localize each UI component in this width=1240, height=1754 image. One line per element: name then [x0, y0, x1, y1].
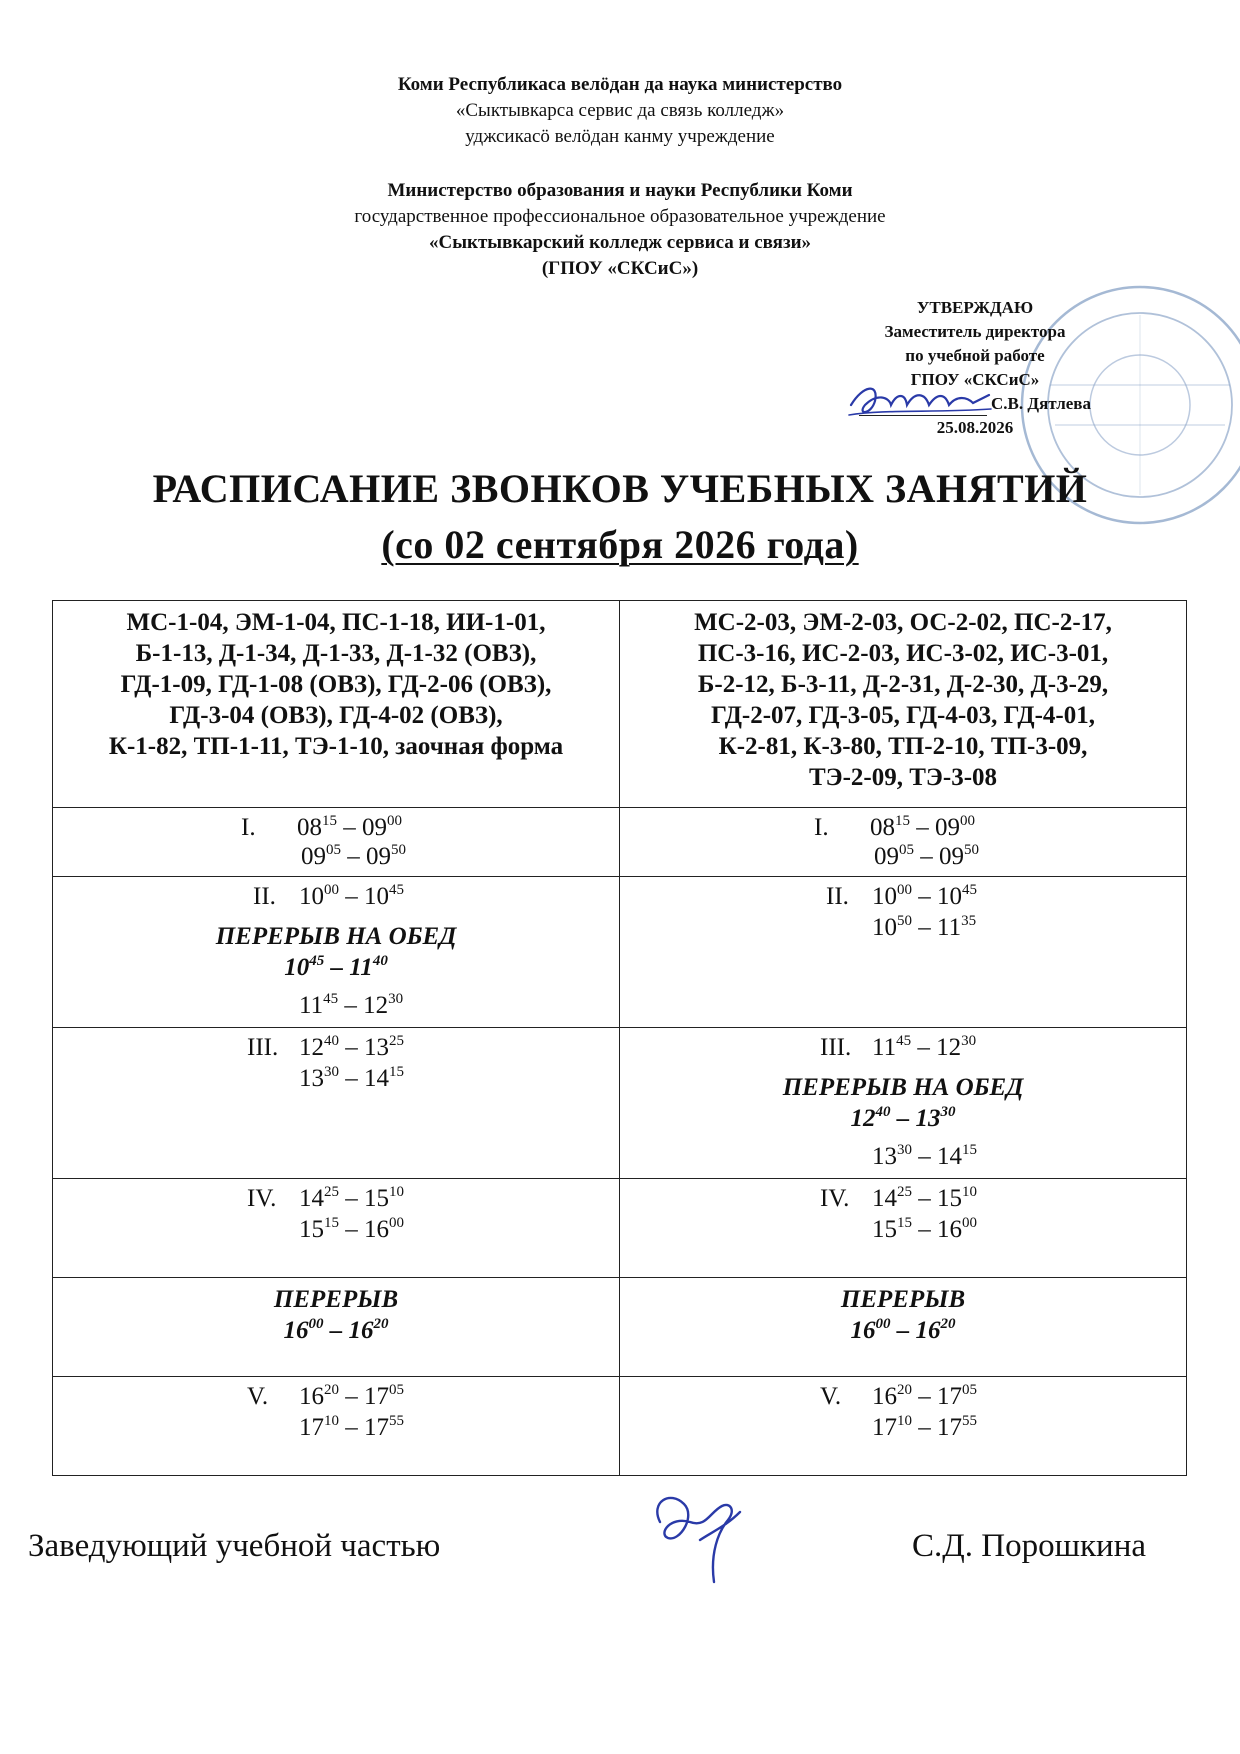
groups-left: [53, 601, 620, 808]
end-hour: 10: [364, 883, 389, 910]
start-minute: 10: [897, 1412, 912, 1429]
dash: –: [324, 954, 350, 981]
end-hour: 09: [366, 843, 391, 870]
period-2-left: [53, 877, 620, 1028]
end-minute: 05: [389, 1381, 404, 1398]
slot-line: [820, 1381, 977, 1412]
end-hour: 11: [349, 954, 373, 981]
start-hour: 10: [284, 954, 310, 981]
slot-line: [247, 1183, 404, 1214]
break-label: ПЕРЕРЫВ: [840, 1286, 966, 1313]
time-range: [299, 1065, 404, 1092]
time-range: [872, 1034, 976, 1061]
end-hour: 16: [364, 1216, 389, 1243]
break-time: [620, 1315, 1186, 1346]
period-roman: III.: [247, 1034, 279, 1061]
dash: –: [912, 1185, 937, 1212]
end-minute: 10: [962, 1183, 977, 1200]
end-hour: 15: [364, 1185, 389, 1212]
end-minute: 55: [389, 1412, 404, 1429]
dash: –: [912, 1143, 937, 1170]
time-range: [299, 883, 404, 910]
page-subtitle-text: (со 02 сентября 2026 года): [381, 522, 859, 567]
time-range: [872, 1143, 977, 1170]
groups-right: [620, 601, 1187, 808]
signature-line: [859, 397, 987, 416]
period-1-right: [620, 808, 1187, 877]
end-minute: 10: [389, 1183, 404, 1200]
end-minute: 00: [960, 812, 975, 829]
start-hour: 09: [301, 843, 326, 870]
start-minute: 45: [323, 990, 339, 1007]
period-roman: I.: [241, 814, 256, 841]
start-minute: 00: [897, 881, 912, 898]
start-hour: 11: [299, 992, 324, 1019]
approval-org: ГПОУ «СКСиС»: [910, 370, 1040, 389]
start-hour: 08: [870, 814, 895, 841]
time-range: [872, 1216, 977, 1243]
start-minute: 10: [324, 1412, 339, 1429]
end-hour: 09: [362, 814, 387, 841]
period-2-right: [620, 877, 1187, 1028]
start-minute: 30: [897, 1141, 912, 1158]
approval-date: 25.08.2026: [936, 418, 1014, 437]
table-row: [53, 808, 1187, 877]
period-4-right: [620, 1179, 1187, 1278]
start-hour: 11: [872, 1034, 897, 1061]
break-right: [620, 1278, 1187, 1377]
dash: –: [890, 1105, 916, 1132]
period-5-right: [620, 1377, 1187, 1476]
slot-line: [299, 1214, 404, 1245]
header-ru-line4: (ГПОУ «СКСиС»): [541, 258, 699, 279]
page-title: РАСПИСАНИЕ ЗВОНКОВ УЧЕБНЫХ ЗАНЯТИЙ: [152, 466, 1088, 511]
start-hour: 13: [872, 1143, 897, 1170]
start-minute: 40: [324, 1032, 339, 1049]
table-row: [53, 1179, 1187, 1278]
dash: –: [912, 1216, 937, 1243]
period-roman: IV.: [247, 1185, 277, 1212]
approval-block: [830, 296, 1120, 440]
groups-left-line: ГД-1-09, ГД-1-08 (ОВЗ), ГД-2-06 (ОВЗ),: [120, 671, 552, 698]
slot-line: [820, 1183, 977, 1214]
groups-left-line: ГД-3-04 (ОВЗ), ГД-4-02 (ОВЗ),: [169, 702, 503, 729]
slot-line: [241, 812, 402, 843]
end-minute: 55: [962, 1412, 977, 1429]
period-roman: V.: [247, 1383, 269, 1410]
end-minute: 45: [962, 881, 977, 898]
end-hour: 13: [915, 1105, 941, 1132]
groups-left-line: МС-1-04, ЭМ-1-04, ПС-1-18, ИИ-1-01,: [126, 609, 546, 636]
end-hour: 09: [939, 843, 964, 870]
groups-right-line: К-2-81, К-3-80, ТП-2-10, ТП-3-09,: [718, 733, 1088, 760]
slot-line: [872, 912, 976, 943]
end-minute: 45: [389, 881, 404, 898]
footer-position: Заведующий учебной частью: [28, 1528, 441, 1564]
end-hour: 10: [937, 883, 962, 910]
start-minute: 05: [326, 841, 341, 858]
end-minute: 00: [389, 1214, 404, 1231]
dash: –: [890, 1317, 916, 1344]
start-minute: 20: [324, 1381, 339, 1398]
time-range: [872, 883, 977, 910]
start-hour: 16: [299, 1383, 324, 1410]
end-minute: 05: [962, 1381, 977, 1398]
end-minute: 30: [961, 1032, 977, 1049]
slot-line: [872, 1214, 977, 1245]
header-kmz-line1: Коми Республикаса велӧдан да наука министерство: [397, 74, 843, 95]
end-hour: 15: [937, 1185, 962, 1212]
dash: –: [339, 1414, 364, 1441]
start-minute: 45: [896, 1032, 912, 1049]
header-ru-line3: «Сыктывкарский колледж сервиса и связи»: [428, 232, 812, 253]
groups-right-line: ГД-2-07, ГД-3-05, ГД-4-03, ГД-4-01,: [711, 702, 1095, 729]
period-roman: II.: [826, 883, 849, 910]
time-range: [299, 1414, 404, 1441]
end-hour: 11: [937, 914, 962, 941]
period-3-right: [620, 1028, 1187, 1179]
end-minute: 00: [962, 1214, 977, 1231]
period-5-left: [53, 1377, 620, 1476]
slot-line: [247, 1032, 404, 1063]
period-3-left: [53, 1028, 620, 1179]
time-range: [299, 1216, 404, 1243]
period-roman: I.: [814, 814, 829, 841]
break-time: [53, 1315, 619, 1346]
dash: –: [339, 1383, 364, 1410]
start-minute: 00: [875, 1315, 891, 1332]
period-roman: IV.: [820, 1185, 850, 1212]
end-hour: 17: [364, 1383, 389, 1410]
start-minute: 05: [899, 841, 914, 858]
break-left: [53, 1278, 620, 1377]
start-hour: 16: [283, 1317, 309, 1344]
end-minute: 50: [391, 841, 406, 858]
start-minute: 15: [897, 1214, 912, 1231]
header-ru-line2: государственное профессиональное образовательное учреждение: [354, 206, 886, 227]
end-minute: 25: [389, 1032, 404, 1049]
header-kmz-line2: «Сыктывкарса сервис да связь колледж»: [455, 100, 785, 121]
time-range: [872, 1414, 977, 1441]
period-roman: V.: [820, 1383, 842, 1410]
end-hour: 13: [364, 1034, 389, 1061]
end-hour: 16: [348, 1317, 374, 1344]
start-minute: 45: [309, 952, 325, 969]
time-range: [872, 1383, 977, 1410]
approval-position2: по учебной работе: [905, 346, 1045, 365]
groups-right-line: МС-2-03, ЭМ-2-03, ОС-2-02, ПС-2-17,: [694, 609, 1112, 636]
end-minute: 30: [940, 1103, 956, 1120]
time-range: [299, 1383, 404, 1410]
end-hour: 14: [364, 1065, 389, 1092]
period-roman: II.: [253, 883, 276, 910]
start-hour: 13: [299, 1065, 324, 1092]
slot-line: [874, 841, 979, 872]
period-roman: III.: [820, 1034, 852, 1061]
start-hour: 14: [872, 1185, 897, 1212]
lunch-break-time: [53, 952, 619, 983]
table-header-row: [53, 601, 1187, 808]
period-4-left: [53, 1179, 620, 1278]
end-minute: 50: [964, 841, 979, 858]
start-minute: 20: [897, 1381, 912, 1398]
end-hour: 16: [937, 1216, 962, 1243]
table-row: [53, 1377, 1187, 1476]
start-hour: 15: [299, 1216, 324, 1243]
start-hour: 10: [872, 883, 897, 910]
dash: –: [911, 1034, 937, 1061]
slot-line: [814, 812, 975, 843]
start-minute: 40: [875, 1103, 891, 1120]
start-hour: 16: [872, 1383, 897, 1410]
start-minute: 25: [897, 1183, 912, 1200]
time-range: [874, 843, 979, 870]
time-range: [299, 992, 403, 1019]
start-hour: 14: [299, 1185, 324, 1212]
start-minute: 15: [324, 1214, 339, 1231]
period-1-left: [53, 808, 620, 877]
time-range: [870, 814, 975, 841]
approval-signature-row: [830, 392, 1120, 416]
groups-left-line: Б-1-13, Д-1-34, Д-1-33, Д-1-32 (ОВЗ),: [135, 640, 537, 667]
footer-name: С.Д. Порошкина: [912, 1528, 1147, 1564]
end-minute: 15: [389, 1063, 404, 1080]
end-minute: 20: [940, 1315, 956, 1332]
slot-line: [299, 990, 403, 1021]
groups-right-line: ПС-3-16, ИС-2-03, ИС-3-02, ИС-3-01,: [697, 640, 1109, 667]
end-minute: 00: [387, 812, 402, 829]
dash: –: [912, 1414, 937, 1441]
dash: –: [339, 883, 364, 910]
end-minute: 35: [961, 912, 977, 929]
groups-right-line: ТЭ-2-09, ТЭ-3-08: [808, 764, 998, 791]
approval-name: С.В. Дятлева: [991, 394, 1091, 413]
slot-line: [299, 1063, 404, 1094]
time-range: [851, 1105, 956, 1132]
start-hour: 17: [872, 1414, 897, 1441]
slot-line: [872, 1412, 977, 1443]
groups-left-line: К-1-82, ТП-1-11, ТЭ-1-10, заочная форма: [108, 733, 564, 760]
lunch-break-label: ПЕРЕРЫВ НА ОБЕД: [215, 923, 457, 950]
time-range: [851, 1317, 956, 1344]
end-hour: 12: [936, 1034, 962, 1061]
start-minute: 30: [324, 1063, 339, 1080]
start-hour: 08: [297, 814, 322, 841]
end-hour: 17: [937, 1383, 962, 1410]
start-hour: 12: [299, 1034, 324, 1061]
lunch-break-time: [620, 1103, 1186, 1134]
dash: –: [337, 814, 362, 841]
start-minute: 50: [897, 912, 912, 929]
slot-line: [253, 881, 404, 912]
start-hour: 09: [874, 843, 899, 870]
end-minute: 40: [372, 952, 388, 969]
end-minute: 15: [962, 1141, 977, 1158]
page-subtitle: [0, 518, 1240, 572]
dash: –: [914, 843, 939, 870]
table-row: [53, 877, 1187, 1028]
header-kmz-line3: уджсикасӧ велӧдан канму учреждение: [465, 126, 775, 147]
end-hour: 17: [364, 1414, 389, 1441]
groups-right-line: Б-2-12, Б-3-11, Д-2-31, Д-2-30, Д-3-29,: [697, 671, 1109, 698]
dash: –: [339, 1185, 364, 1212]
approval-heading: УТВЕРЖДАЮ: [916, 298, 1034, 317]
start-hour: 17: [299, 1414, 324, 1441]
slot-line: [826, 881, 977, 912]
dash: –: [912, 914, 937, 941]
table-row: [53, 1028, 1187, 1179]
time-range: [299, 1034, 404, 1061]
slot-line: [872, 1141, 977, 1172]
dash: –: [910, 814, 935, 841]
slot-line: [299, 1412, 404, 1443]
dash: –: [338, 992, 364, 1019]
break-label: ПЕРЕРЫВ: [273, 1286, 399, 1313]
start-hour: 16: [850, 1317, 876, 1344]
schedule-table: [52, 600, 1187, 1476]
start-minute: 15: [895, 812, 910, 829]
dash: –: [341, 843, 366, 870]
header-ru-line1: Министерство образования и науки Республики Коми: [387, 180, 853, 201]
end-hour: 16: [915, 1317, 941, 1344]
time-range: [284, 1317, 389, 1344]
start-minute: 00: [324, 881, 339, 898]
head-signature: [640, 1482, 750, 1602]
end-hour: 09: [935, 814, 960, 841]
start-minute: 15: [322, 812, 337, 829]
approval-position1: Заместитель директора: [884, 322, 1066, 341]
end-minute: 20: [373, 1315, 389, 1332]
start-minute: 00: [308, 1315, 324, 1332]
dash: –: [339, 1065, 364, 1092]
start-minute: 25: [324, 1183, 339, 1200]
lunch-break-label: ПЕРЕРЫВ НА ОБЕД: [782, 1074, 1024, 1101]
dash: –: [339, 1216, 364, 1243]
start-hour: 10: [872, 914, 897, 941]
start-hour: 15: [872, 1216, 897, 1243]
time-range: [872, 914, 976, 941]
time-range: [299, 1185, 404, 1212]
table-row: [53, 1278, 1187, 1377]
time-range: [284, 954, 388, 981]
dash: –: [323, 1317, 349, 1344]
end-hour: 14: [937, 1143, 962, 1170]
slot-line: [301, 841, 406, 872]
slot-line: [820, 1032, 976, 1063]
dash: –: [912, 883, 937, 910]
dash: –: [339, 1034, 364, 1061]
start-hour: 12: [850, 1105, 876, 1132]
slot-line: [247, 1381, 404, 1412]
time-range: [297, 814, 402, 841]
end-hour: 12: [363, 992, 389, 1019]
time-range: [872, 1185, 977, 1212]
start-hour: 10: [299, 883, 324, 910]
end-minute: 30: [388, 990, 404, 1007]
end-hour: 17: [937, 1414, 962, 1441]
dash: –: [912, 1383, 937, 1410]
time-range: [301, 843, 406, 870]
